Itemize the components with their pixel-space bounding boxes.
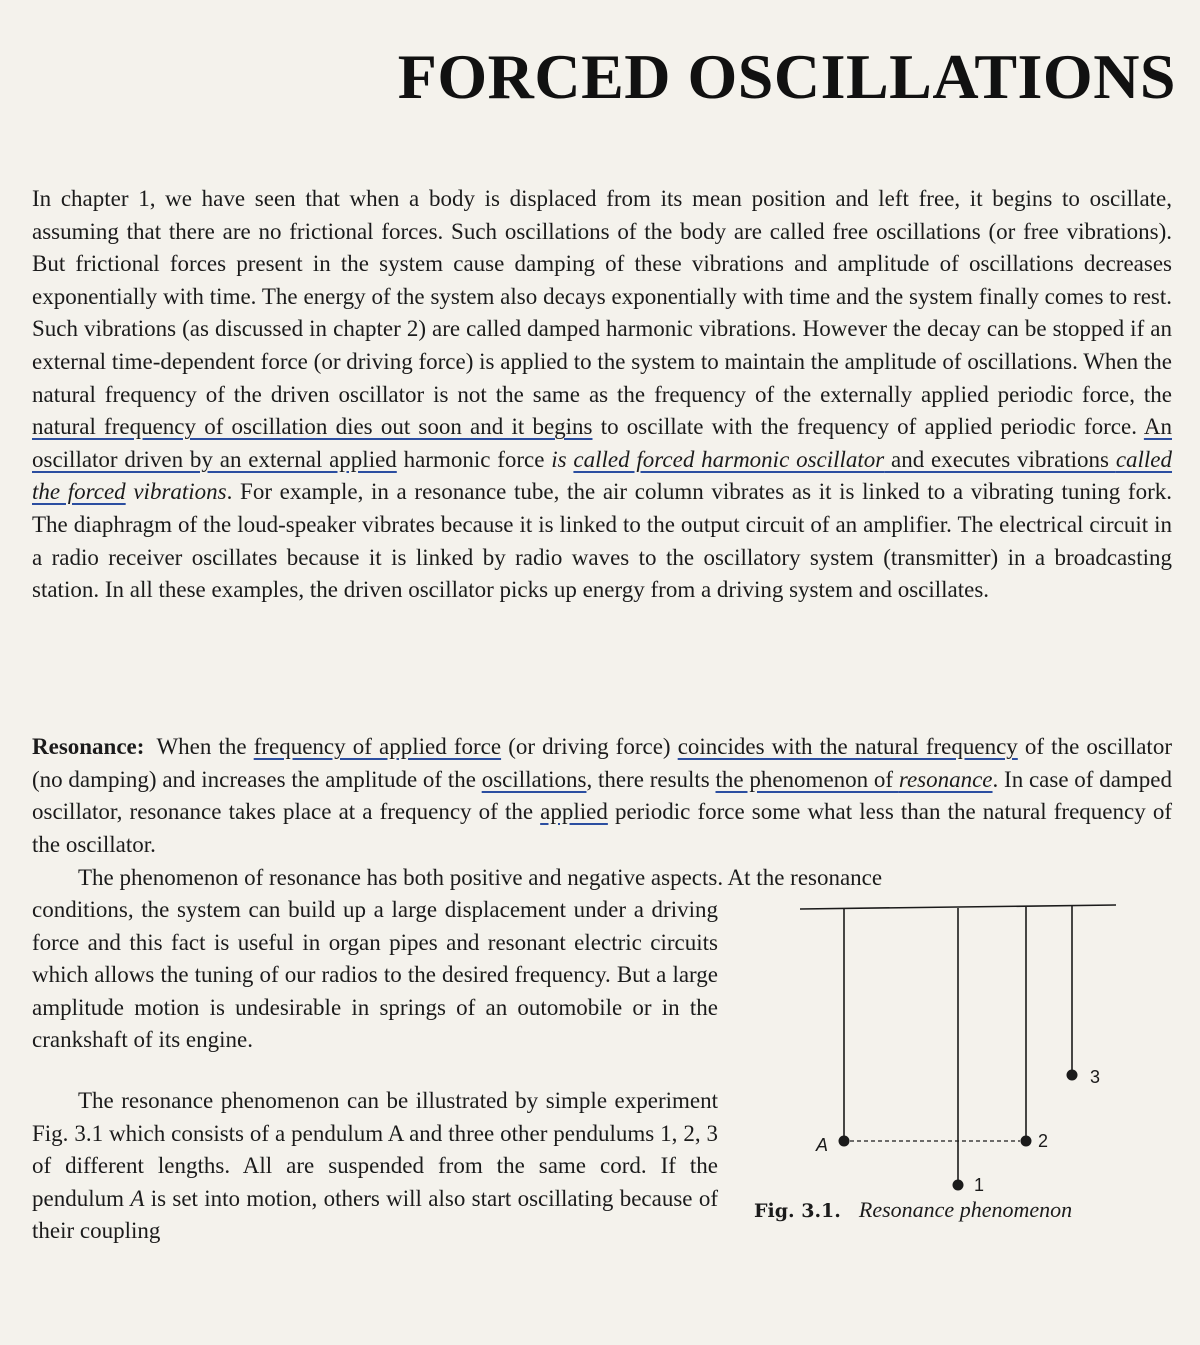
resonance-text: of the oscillator (no damping) and increases the amplitude of the bbox=[32, 734, 1172, 792]
resonance-underlined-text: applied bbox=[540, 799, 608, 825]
resonance-paragraph bbox=[32, 731, 1172, 861]
intro-text: In chapter 1, we have seen that when a body is displaced from its mean position and left free, it begins to oscillate, assuming that there are no frictional forces. Such oscillations of the body are called free oscillations (or free vibrations). But frictional forces present in the system cause damping of these vibrations and amplitude of oscillations decreases exponentially with time. The energy of the system also decays exponentially with time and the system finally comes to rest. Such vibrations (as discussed in chapter 2) are called damped harmonic vibrations. However the decay can be stopped if an external time-dependent force (or driving force) is applied to the system to maintain the amplitude of oscillations. When the natural frequency of the driven oscillator is not the same as the frequency of the externally applied periodic force, the bbox=[32, 186, 1172, 407]
resonance-heading: Resonance: bbox=[32, 734, 145, 759]
pendulum-1-bob bbox=[953, 1180, 964, 1191]
resonance-text: . In case of damped oscillator, resonance takes place at a frequency of the bbox=[32, 766, 1173, 825]
pendulum-3-bob bbox=[1067, 1070, 1078, 1081]
paragraph-aspects-body: conditions, the system can build up a large displacement under a driving force and this fact is useful in organ pipes and resonant electric circuits which allows the tuning of our radios to the desired frequency. But a large amplitude motion is undesirable in springs of an outomobile or in the crankshaft of its engine. bbox=[32, 897, 718, 1053]
resonance-text: (or driving force) bbox=[501, 734, 678, 759]
intro-underlined-text: and executes vibrations bbox=[884, 446, 1116, 472]
resonance-underlined-text: frequency of applied force bbox=[253, 734, 502, 759]
paragraph-aspects-lead: The phenomenon of resonance has both positive and negative aspects. At the resonance bbox=[78, 865, 883, 890]
figure-caption bbox=[754, 1197, 1164, 1223]
resonance-underlined-text: coincides with the natural frequency bbox=[677, 734, 1018, 759]
label-2: 2 bbox=[1038, 1131, 1049, 1151]
label-1: 1 bbox=[974, 1175, 985, 1195]
intro-underlined-text: An oscillator driven by an external applied bbox=[32, 414, 1172, 472]
resonance-text: periodic force some what less than the natural frequency of the oscillator. bbox=[32, 799, 1172, 857]
figure-number: Fig. 3.1. bbox=[754, 1200, 841, 1222]
term-resonance: resonance bbox=[898, 766, 993, 792]
intro-text: to oscillate with the frequency of applied periodic force. bbox=[592, 414, 1144, 440]
intro-text: harmonic force bbox=[396, 446, 552, 472]
figure-title: Resonance phenomenon bbox=[858, 1197, 1073, 1222]
intro-italic-text: is bbox=[551, 446, 574, 472]
experiment-text: is set into motion, others will also start oscillating because of their coupling bbox=[32, 1185, 718, 1244]
pendulum-diagram bbox=[750, 895, 1170, 1195]
intro-paragraph bbox=[32, 183, 1172, 607]
figure-3-1 bbox=[750, 895, 1170, 1245]
intro-underlined-text: natural frequency of oscillation dies out soon and it begins bbox=[32, 414, 593, 440]
label-3: 3 bbox=[1090, 1067, 1101, 1087]
label-a: A bbox=[816, 1135, 829, 1155]
intro-italic-text: vibrations bbox=[125, 479, 227, 505]
resonance-text: , there results bbox=[586, 766, 716, 792]
pendulum-2-bob bbox=[1021, 1136, 1032, 1147]
resonance-underlined-text: the phenomenon of bbox=[715, 766, 899, 792]
resonance-underlined-text: oscillations bbox=[481, 766, 587, 792]
page-title: FORCED OSCILLATIONS bbox=[397, 41, 1176, 112]
resonance-text: When the bbox=[156, 734, 254, 759]
experiment-italic-text: A bbox=[130, 1185, 145, 1211]
term-forced-harmonic-oscillator: called forced harmonic oscillator bbox=[573, 446, 885, 472]
intro-text: . For example, in a resonance tube, the air column vibrates as it is linked to a vibrating tuning fork. The diaphragm of the loud-speaker vibrates because it is linked to the output circuit of an amplifier. The electrical circuit in a radio receiver oscillates because it is linked by radio waves to the oscillatory system (transmitter) in a broadcasting station. In all these examples, the driven oscillator picks up energy from a driving system and oscillates. bbox=[32, 479, 1172, 603]
term-forced-vibrations: called the forced bbox=[32, 446, 1173, 505]
experiment-text: The resonance phenomenon can be illustrated by simple experiment Fig. 3.1 which consists of a pendulum A and three other pendulums 1, 2, 3 of different lengths. All are suspended from the same cord. If the pendulum bbox=[32, 1088, 718, 1211]
paragraph-experiment bbox=[32, 1085, 718, 1248]
pendulum-a-bob bbox=[839, 1136, 850, 1147]
